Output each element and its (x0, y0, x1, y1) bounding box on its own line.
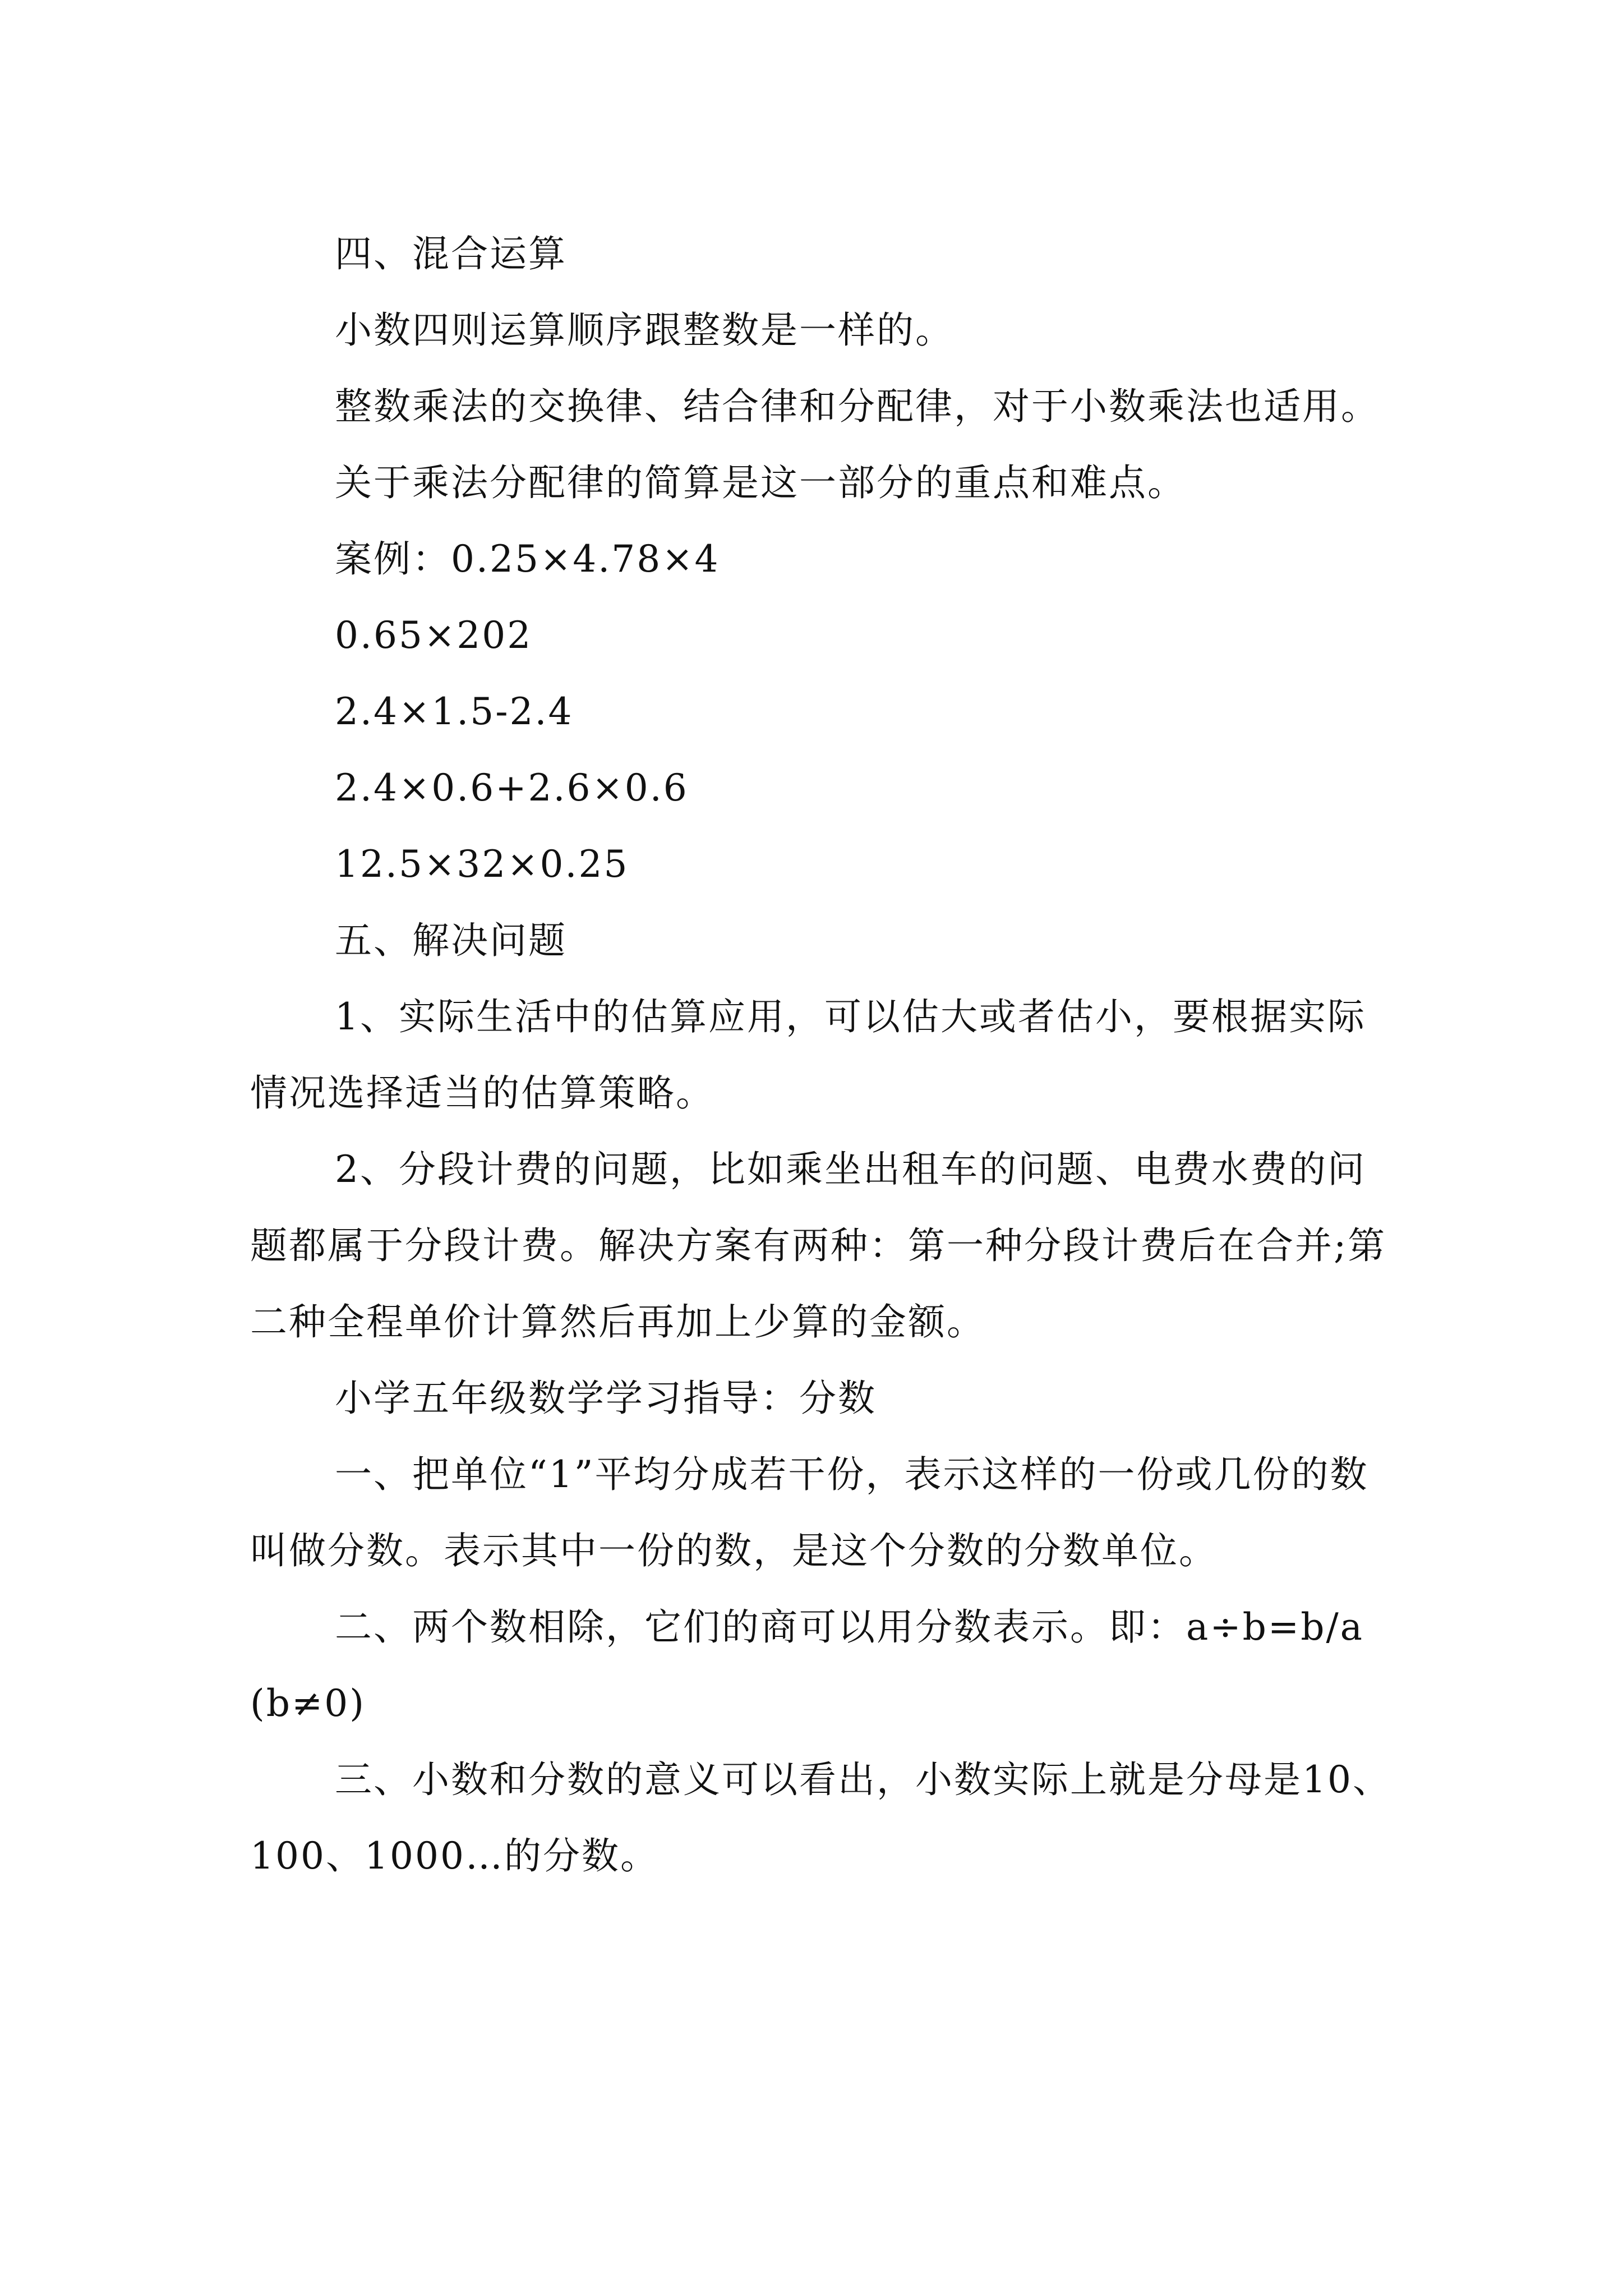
example-line: 0.65×202 (335, 614, 533, 657)
paragraph: 整数乘法的交换律、结合律和分配律，对于小数乘法也适用。 (335, 385, 1380, 428)
section-heading-mixed-operations: 四、混合运算 (335, 232, 567, 275)
document-body (250, 216, 1394, 1894)
paragraph: 2、分段计费的问题，比如乘坐出租车的问题、电费水费的问题都属于分段计费。解决方案有两种：第一种分段计费后在合并;第二种全程单价计算然后再加上少算的金额。 (250, 1148, 1387, 1343)
section-heading-fractions: 小学五年级数学学习指导：分数 (335, 1377, 877, 1420)
paragraph: 小数四则运算顺序跟整数是一样的。 (335, 309, 954, 352)
paragraph: 三、小数和分数的意义可以看出，小数实际上就是分母是10、100、1000…的分数。 (250, 1758, 1391, 1878)
example-line: 2.4×1.5-2.4 (335, 690, 574, 733)
paragraph: 一、把单位“1”平均分成若干份，表示这样的一份或几份的数叫做分数。表示其中一份的数，是这个分数的分数单位。 (250, 1453, 1369, 1572)
section-heading-problem-solving: 五、解决问题 (335, 919, 567, 962)
paragraph: 1、实际生活中的估算应用，可以估大或者估小，要根据实际情况选择适当的估算策略。 (250, 995, 1366, 1115)
paragraph: 关于乘法分配律的简算是这一部分的重点和难点。 (335, 461, 1186, 504)
paragraph: 二、两个数相除，它们的商可以用分数表示。即：a÷b=b/a(b≠0) (250, 1605, 1364, 1725)
example-line: 12.5×32×0.25 (335, 843, 629, 886)
example-line: 案例：0.25×4.78×4 (335, 537, 720, 581)
example-line: 2.4×0.6+2.6×0.6 (335, 766, 689, 809)
